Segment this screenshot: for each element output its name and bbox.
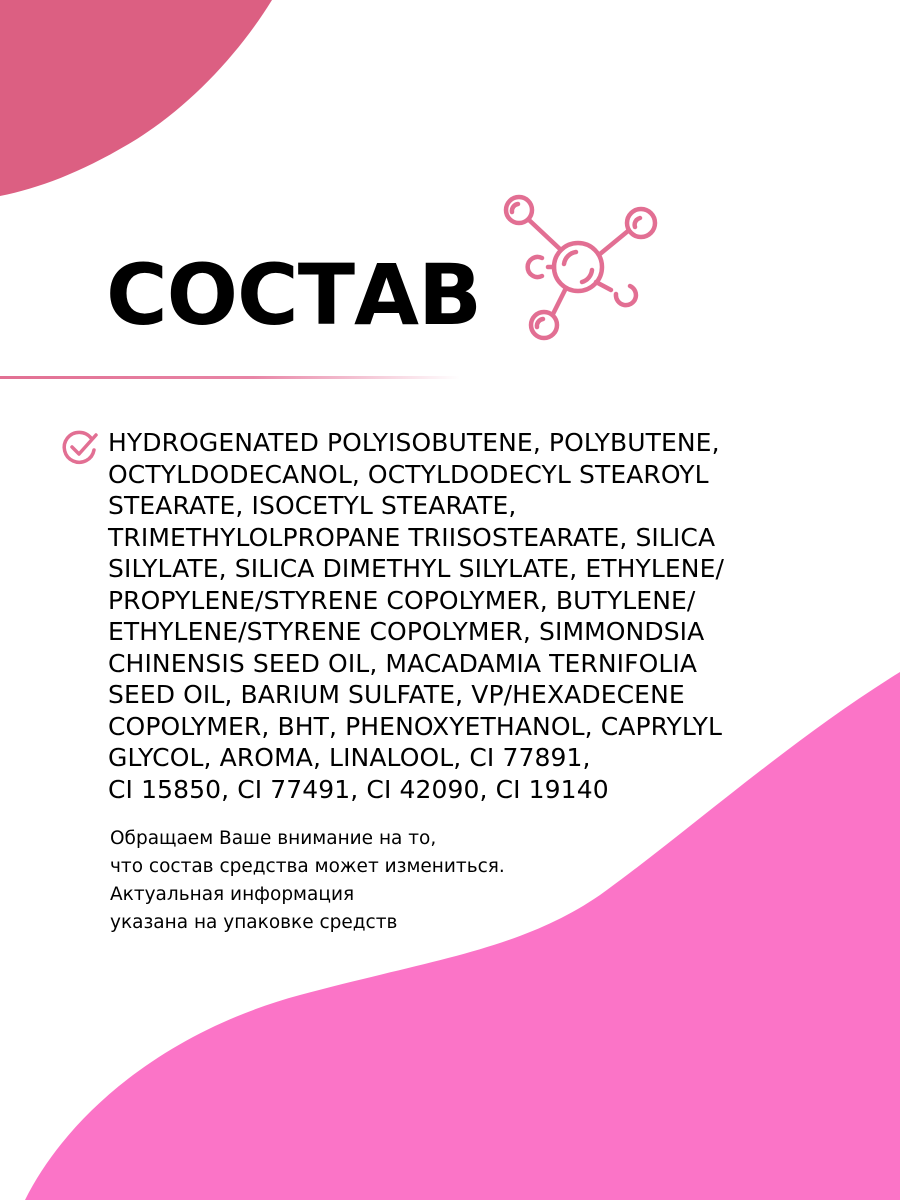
note-line: указана на упаковке средств (110, 912, 398, 933)
ingredients-line: SILYLATE, SILICA DIMETHYL SILYLATE, ETHYLENE/ (108, 554, 725, 583)
ingredients-line: PROPYLENE/STYRENE COPOLYMER, BUTYLENE/ (108, 585, 696, 615)
note-line: что состав средства может измениться. (110, 856, 505, 877)
ingredients-line: ETHYLENE/STYRENE COPOLYMER, SIMMONDSIA (108, 617, 705, 646)
ingredients-line: OCTYLDODECANOL, OCTYLDODECYL STEAROYL (108, 459, 709, 489)
page-title: СОСТАВ (106, 246, 482, 344)
ingredients-line: COPOLYMER, BHT, PHENOXYETHANOL, CAPRYLYL (108, 711, 723, 741)
note-line: Обращаем Ваше внимание на то, (110, 828, 437, 849)
ingredients-list (108, 427, 828, 805)
top-left-pink-shape (0, 0, 272, 196)
divider-line (0, 376, 460, 379)
disclaimer-note (110, 825, 505, 937)
ingredients-line: GLYCOL, AROMA, LINALOOL, CI 77891, (108, 743, 591, 772)
molecule-icon (496, 190, 666, 350)
ingredients-line: TRIMETHYLOLPROPANE TRIISOSTEARATE, SILICA (108, 522, 716, 552)
ingredients-line: SEED OIL, BARIUM SULFATE, VP/HEXADECENE (108, 680, 685, 709)
ingredients-line: STEARATE, ISOCETYL STEARATE, (108, 491, 517, 520)
ingredients-line: HYDROGENATED POLYISOBUTENE, POLYBUTENE, (108, 428, 720, 457)
ingredients-line: CHINENSIS SEED OIL, MACADAMIA TERNIFOLIA (108, 648, 698, 678)
check-circle-icon (60, 428, 100, 468)
note-line: Актуальная информация (110, 884, 355, 905)
ingredients-line: CI 15850, CI 77491, CI 42090, CI 19140 (108, 774, 609, 804)
